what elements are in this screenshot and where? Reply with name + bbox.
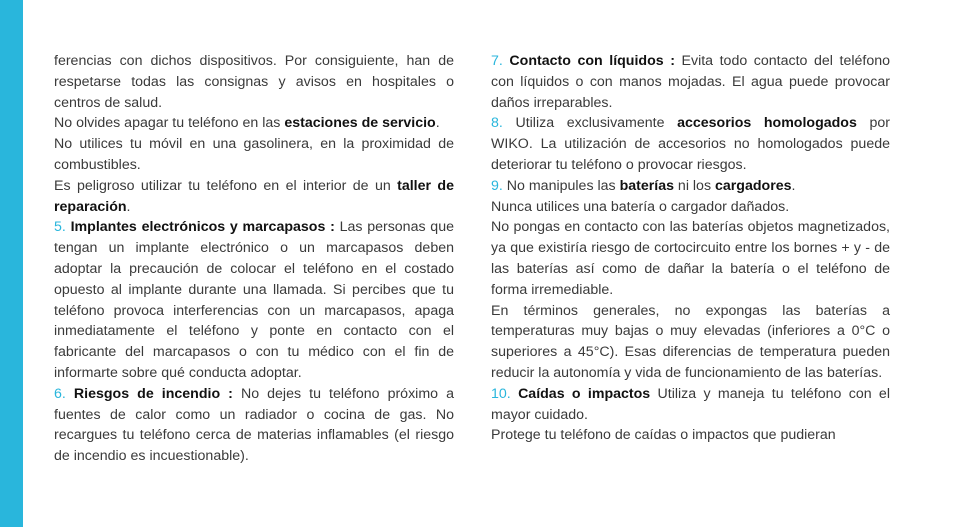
keyword-accesorios-homologados: accesorios homologados bbox=[677, 115, 857, 132]
text: Es peligroso utilizar tu teléfono en el interior de un bbox=[54, 177, 398, 194]
section-6-fire-risks bbox=[54, 384, 454, 467]
section-text: No dejes tu teléfono próximo a fuentes de calor como un radiador o cocina de gas. No recargues tu teléfono cerca de materias inflamables (el riesgo de incendio es incuestionable). bbox=[54, 385, 454, 465]
section-7-liquids bbox=[491, 51, 890, 113]
paragraph-protect-phone: Protege tu teléfono de caídas o impactos que pudieran bbox=[491, 427, 836, 444]
section-text: Utiliza y maneja tu teléfono con el mayor cuidado. bbox=[491, 385, 890, 423]
keyword-estaciones-de-servicio: estaciones de servicio bbox=[284, 115, 436, 132]
text: . bbox=[791, 177, 796, 194]
section-title: Caídas o impactos bbox=[518, 385, 651, 402]
right-column bbox=[491, 51, 890, 446]
text: . bbox=[435, 115, 440, 132]
paragraph-magnetized-objects: No pongas en contacto con las baterías objetos magnetizados, ya que existiría riesgo de cortocircuito entre los bornes + y - de las baterías así como de dañar la batería o el teléfono de forma irremediable. bbox=[491, 219, 890, 298]
section-number: 5. bbox=[54, 219, 66, 236]
section-number: 9. bbox=[491, 177, 503, 194]
text: No manipules las bbox=[502, 177, 620, 194]
section-text: Evita todo contacto del teléfono con líquidos o con manos mojadas. El agua puede provocar daños irreparables. bbox=[491, 53, 890, 111]
paragraph-repair-shop bbox=[54, 176, 454, 218]
section-number: 7. bbox=[491, 53, 503, 69]
section-number: 6. bbox=[54, 385, 66, 402]
keyword-baterias: baterías bbox=[619, 177, 674, 194]
keyword-cargadores: cargadores bbox=[715, 177, 792, 194]
text: . bbox=[126, 198, 131, 215]
section-title: Riesgos de incendio : bbox=[73, 385, 233, 402]
left-column bbox=[54, 51, 454, 467]
section-8-accessories bbox=[491, 113, 890, 175]
paragraph-service-stations bbox=[54, 113, 454, 134]
text: ni los bbox=[673, 177, 715, 194]
paragraph-damaged-battery: Nunca utilices una batería o cargador dañados. bbox=[491, 198, 790, 215]
keyword-taller-de-reparacion: taller de reparación bbox=[54, 177, 454, 215]
section-10-drops-impacts bbox=[491, 384, 890, 426]
paragraph-hospitals: ferencias con dichos dispositivos. Por consiguiente, han de respetarse todas las consignas y avisos en hospitales o centros de salud. bbox=[54, 53, 454, 111]
text: por WIKO. La utilización de accesorios no homologados puede deteriorar tu teléfono o provocar riesgos. bbox=[491, 115, 890, 173]
text: No olvides apagar tu teléfono en las bbox=[54, 115, 285, 132]
section-5-implants bbox=[54, 217, 454, 383]
side-accent-bar bbox=[0, 0, 23, 527]
paragraph-temperatures: En términos generales, no expongas las baterías a temperaturas muy bajas o muy elevadas (inferiores a 0°C o superiores a 45°C). Esas diferencias de temperatura pueden reducir la autonomía y vida de funcionamiento de las baterías. bbox=[491, 302, 890, 381]
section-number: 10. bbox=[491, 385, 511, 402]
section-title: Implantes electrónicos y marcapasos : bbox=[70, 219, 335, 236]
section-9-batteries bbox=[491, 176, 890, 197]
section-number: 8. bbox=[491, 115, 503, 132]
paragraph-gas-station: No utilices tu móvil en una gasolinera, en la proximidad de combustibles. bbox=[54, 136, 454, 173]
text: Utiliza exclusivamente bbox=[502, 115, 678, 132]
section-text: Las personas que tengan un implante electrónico o un marcapasos deben adoptar la precaución de colocar el teléfono en el costado opuesto al implante durante una llamada. Si percibes que tu teléfono provoca interferencias con un marcapasos, apaga inmediatamente el teléfono y ponte en contacto con el fabricante del marcapasos o con tu médico con el fin de informarte sobre qué conducta adoptar. bbox=[54, 219, 454, 381]
section-title: Contacto con líquidos : bbox=[509, 53, 675, 69]
